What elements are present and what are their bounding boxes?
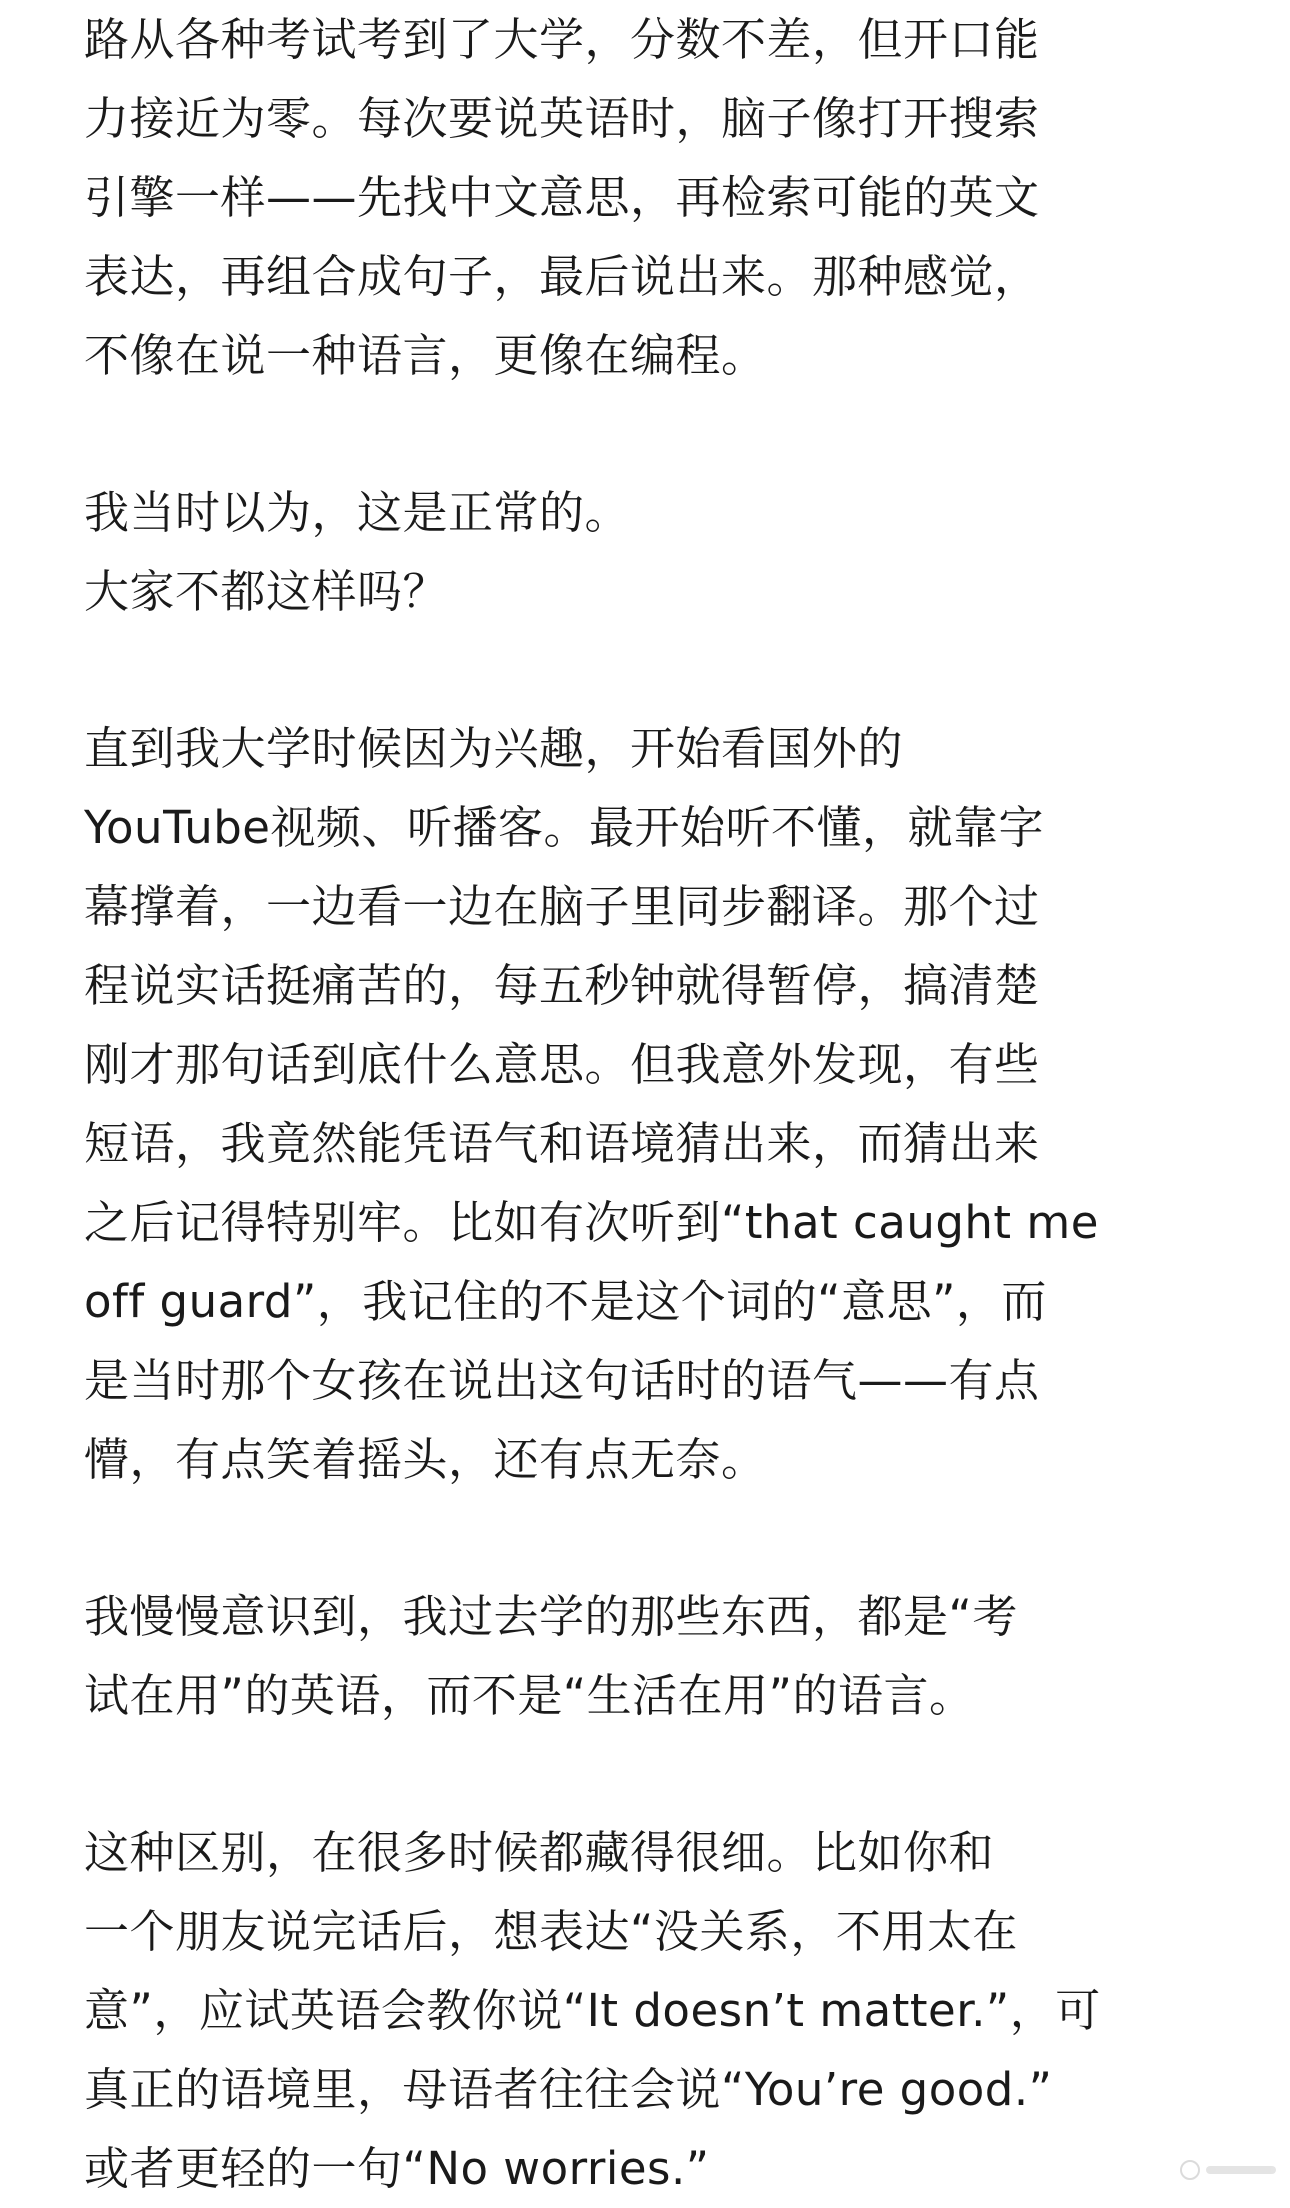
text-line: 刚才那句话到底什么意思。但我意外发现，有些 — [84, 1038, 1040, 1091]
paragraph-gap — [84, 631, 1244, 709]
text-line: 真正的语境里，母语者往往会说“You’re good.” — [84, 2063, 1053, 2116]
text-line: 一个朋友说完话后，想表达“没关系，不用太在 — [84, 1905, 1018, 1958]
text-line: 之后记得特别牢。比如有次听到“that caught me — [84, 1196, 1099, 1249]
watermark-mark — [1206, 2166, 1276, 2174]
paragraph-gap — [84, 395, 1244, 473]
text-line: 大家不都这样吗？ — [84, 565, 449, 618]
text-line: 这种区别，在很多时候都藏得很细。比如你和 — [84, 1826, 995, 1879]
text-line: YouTube视频、听播客。最开始听不懂，就靠字 — [84, 801, 1044, 854]
paragraph — [84, 473, 1244, 631]
text-line: 试在用”的英语，而不是“生活在用”的语言。 — [84, 1669, 975, 1722]
text-line: 意”，应试英语会教你说“It doesn’t matter.”，可 — [84, 1984, 1101, 2037]
text-line: off guard”，我记住的不是这个词的“意思”，而 — [84, 1275, 1047, 1328]
text-line: 不像在说一种语言，更像在编程。 — [84, 329, 767, 382]
text-line: 是当时那个女孩在说出这句话时的语气——有点 — [84, 1354, 1040, 1407]
paragraph — [84, 709, 1244, 1499]
text-line: 引擎一样——先找中文意思，再检索可能的英文 — [84, 171, 1040, 224]
paragraph-gap — [84, 1735, 1244, 1813]
paragraph-gap — [84, 1499, 1244, 1577]
text-line: 幕撑着，一边看一边在脑子里同步翻译。那个过 — [84, 880, 1040, 933]
text-line: 程说实话挺痛苦的，每五秒钟就得暂停，搞清楚 — [84, 959, 1040, 1012]
text-line: 路从各种考试考到了大学，分数不差，但开口能 — [84, 13, 1040, 66]
text-line: 懵，有点笑着摇头，还有点无奈。 — [84, 1433, 767, 1486]
paragraph — [84, 0, 1244, 395]
text-line: 或者更轻的一句“No worries.” — [84, 2142, 710, 2195]
paragraph — [84, 1577, 1244, 1735]
paragraph — [84, 1813, 1244, 2208]
article-body — [84, 0, 1244, 2208]
text-line: 直到我大学时候因为兴趣，开始看国外的 — [84, 722, 904, 775]
text-line: 表达，再组合成句子，最后说出来。那种感觉， — [84, 250, 1040, 303]
watermark-icon — [1180, 2160, 1200, 2180]
text-line: 我慢慢意识到，我过去学的那些东西，都是“考 — [84, 1590, 1018, 1643]
text-line: 短语，我竟然能凭语气和语境猜出来，而猜出来 — [84, 1117, 1040, 1170]
watermark-logo — [1166, 2157, 1276, 2183]
text-line: 我当时以为，这是正常的。 — [84, 486, 631, 539]
text-line: 力接近为零。每次要说英语时，脑子像打开搜索 — [84, 92, 1040, 145]
